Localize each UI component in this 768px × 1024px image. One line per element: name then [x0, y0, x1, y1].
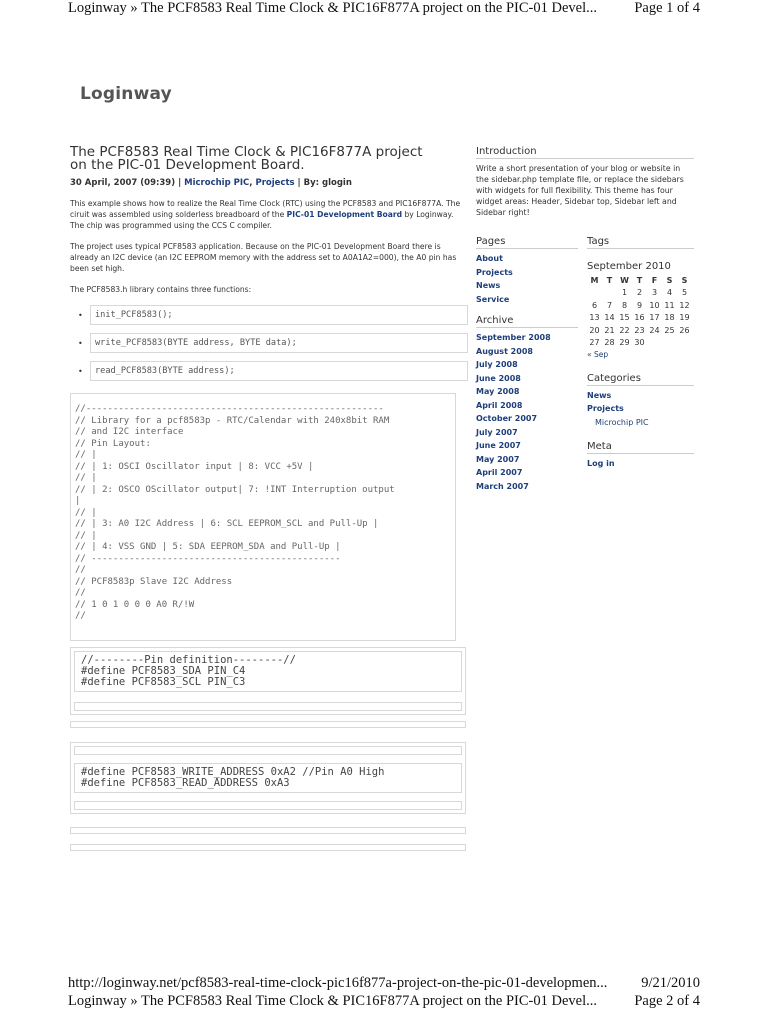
- library-paragraph: The PCF8583.h library contains three functions:: [70, 285, 252, 294]
- archive-link[interactable]: September 2008: [476, 333, 551, 342]
- function-code: write_PCF8583(BYTE address, BYTE data);: [90, 333, 468, 353]
- calendar-day: 21: [604, 325, 615, 335]
- calendar-day: 6: [591, 300, 598, 310]
- print-header: [68, 0, 700, 17]
- page-link-projects[interactable]: Projects: [476, 267, 513, 277]
- archive-link[interactable]: June 2007: [476, 441, 521, 450]
- calendar-day-header: W: [620, 276, 629, 285]
- calendar-day: 7: [606, 300, 613, 310]
- calendar-week-row: [587, 300, 692, 313]
- pin-definition-code-box: [70, 647, 466, 715]
- archive-link[interactable]: April 2008: [476, 400, 523, 410]
- calendar-week-row: [587, 312, 692, 325]
- list-item: [70, 305, 468, 325]
- intro-paragraph: [70, 198, 468, 231]
- calendar-day: 2: [636, 288, 643, 297]
- page-link-about[interactable]: About: [476, 254, 503, 263]
- calendar-day: 14: [604, 313, 615, 322]
- categories-list: [587, 389, 694, 430]
- print-header-title: Loginway » The PCF8583 Real Time Clock & PIC16F877A project on the PIC-01 Devel...: [68, 0, 597, 16]
- calendar-prev-link[interactable]: « Sep: [587, 349, 609, 359]
- calendar-day: 20: [589, 325, 600, 335]
- post-title-line1: The PCF8583 Real Time Clock & PIC16F877A project: [70, 144, 423, 160]
- calendar-day: 10: [649, 300, 660, 310]
- calendar-week-row: [587, 287, 692, 300]
- categories-heading: Categories: [587, 373, 694, 386]
- meta-heading: Meta: [587, 441, 694, 454]
- archive-link[interactable]: April 2007: [476, 468, 523, 477]
- post-date: 30 April, 2007 (09:39): [70, 178, 176, 188]
- intro-text-b: by Loginway. The chip was programmed using the CCS C compiler.: [70, 210, 454, 230]
- calendar-day: 1: [621, 288, 628, 297]
- code-divider: [70, 721, 466, 728]
- tags-heading: Tags: [587, 236, 694, 249]
- archive-link[interactable]: July 2008: [476, 360, 518, 369]
- calendar-day: 13: [589, 313, 600, 322]
- category-link-projects[interactable]: Projects: [255, 178, 295, 188]
- code-divider: [70, 844, 466, 851]
- calendar-day: 19: [679, 313, 690, 322]
- calendar-day: 17: [649, 313, 660, 322]
- post-title[interactable]: [70, 146, 468, 172]
- calendar-day: 25: [664, 325, 675, 335]
- login-link[interactable]: Log in: [587, 459, 615, 468]
- post-content: [70, 146, 468, 851]
- archive-link[interactable]: May 2008: [476, 387, 520, 396]
- category-link-projects[interactable]: Projects: [587, 404, 624, 413]
- category-link-news[interactable]: News: [587, 390, 612, 400]
- calendar-day: 24: [649, 325, 660, 335]
- bullet: •: [78, 367, 83, 376]
- address-code: #define PCF8583_WRITE_ADDRESS 0xA2 //Pin A0 High #define PCF8583_READ_ADDRESS 0xA3: [74, 763, 462, 793]
- calendar-day: [587, 287, 602, 300]
- archive-list: [476, 331, 578, 493]
- calendar-day: 30: [634, 338, 645, 347]
- page-link-service[interactable]: Service: [476, 294, 510, 304]
- calendar-header-row: [587, 275, 692, 287]
- intro-text-a: This example shows how to realize the Real Time Clock (RTC) using the PCF8583 and PIC16F877A. The ciruit was assembled using solderless breadboard of the: [70, 199, 461, 219]
- calendar-day-header: S: [666, 276, 673, 285]
- calendar-day: 4: [666, 288, 673, 297]
- calendar-day: 26: [679, 325, 690, 335]
- introduction-heading: Introduction: [476, 146, 694, 159]
- calendar-day: 8: [621, 300, 628, 310]
- function-list: [70, 305, 468, 381]
- calendar-day-header: M: [590, 276, 599, 285]
- sidebar: [476, 146, 694, 491]
- sidebar-right: [587, 236, 694, 471]
- calendar-day: 12: [679, 300, 690, 310]
- calendar-day-header: S: [681, 276, 688, 285]
- calendar-day: 29: [619, 338, 630, 347]
- calendar-day: [662, 337, 677, 350]
- calendar-day: 22: [619, 325, 630, 335]
- calendar-day: 28: [604, 338, 615, 347]
- sidebar-left: [476, 236, 578, 493]
- archive-heading: Archive: [476, 315, 578, 328]
- page-link-news[interactable]: News: [476, 281, 501, 290]
- meta-comma: ,: [249, 178, 256, 188]
- archive-link[interactable]: July 2007: [476, 427, 518, 437]
- calendar-day: [647, 337, 662, 350]
- calendar-title: September 2010: [587, 261, 671, 272]
- function-code: init_PCF8583();: [90, 305, 468, 325]
- bullet: •: [78, 311, 83, 320]
- list-item: [70, 361, 468, 381]
- calendar-day: 18: [664, 313, 675, 322]
- library-comment-code: //------------------------------------------------------- // Library for a pcf8583p - RTC/Calendar with 240x8bit RAM // and I2C interface // Pin Layout: // | // | 1: OSCI Oscillator input | 8: VCC +5V | // | // | 2: OSCO OScillator output| 7: !INT Interruption output | // | // | 3: A0 I2C Address | 6: SCL EEPROM_SCL and Pull-Up | // | // | 4: VSS GND | 5: SDA EEPROM_SDA and Pull-Up | // ---------------------------------------------- // // PCF8583p Slave I2C Address // // 1 0 1 0 0 0 A0 R/!W //: [70, 393, 456, 641]
- archive-link[interactable]: May 2007: [476, 454, 520, 464]
- calendar-body: [587, 287, 692, 350]
- print-footer-title: Loginway » The PCF8583 Real Time Clock & PIC16F877A project on the PIC-01 Devel...: [68, 993, 597, 1009]
- print-footer-title-line: [68, 993, 700, 1010]
- calendar-day: 11: [664, 300, 675, 310]
- calendar-week-row: [587, 325, 692, 338]
- code-scrollbar[interactable]: [74, 801, 462, 810]
- meta-list: [587, 457, 694, 471]
- print-header-page: Page 1 of 4: [634, 0, 700, 16]
- calendar-day-header: T: [606, 276, 613, 285]
- calendar-day: [602, 287, 617, 300]
- post-title-line2: on the PIC-01 Development Board.: [70, 157, 305, 173]
- code-scrollbar[interactable]: [74, 702, 462, 711]
- code-scrollbar[interactable]: [74, 746, 462, 755]
- pages-list: [476, 252, 578, 306]
- category-link-microchip-pic[interactable]: Microchip PIC: [184, 178, 250, 188]
- site-title[interactable]: Loginway: [80, 84, 172, 104]
- function-code: read_PCF8583(BYTE address);: [90, 361, 468, 381]
- calendar-day: 15: [619, 313, 630, 322]
- calendar-day: 16: [634, 313, 645, 322]
- print-footer-url-line: [68, 975, 700, 992]
- archive-link[interactable]: March 2007: [476, 481, 529, 491]
- introduction-text: Write a short presentation of your blog or website in the sidebar.php template file, or replace the sidebars with widgets for full flexibility. This theme has four widget areas: Header, Sidebar top, Sidebar left and Sidebar right!: [476, 164, 684, 217]
- calendar-day: 9: [636, 300, 643, 310]
- calendar-day: 5: [681, 288, 688, 297]
- print-footer-page: Page 2 of 4: [634, 993, 700, 1009]
- pin-definition-code: //--------Pin definition--------// #define PCF8583_SDA PIN_C4 #define PCF8583_SCL PIN_C3: [74, 651, 462, 692]
- print-footer-url: http://loginway.net/pcf8583-real-time-clock-pic16f877a-project-on-the-pic-01-developmen...: [68, 975, 608, 991]
- address-code-box: [70, 742, 466, 814]
- calendar-day-header: T: [636, 276, 643, 285]
- calendar-day: 23: [634, 325, 645, 335]
- calendar-day: [677, 337, 692, 350]
- calendar-day: 3: [651, 288, 658, 297]
- post-meta: [70, 178, 468, 188]
- list-item: [70, 333, 468, 353]
- code-divider: [70, 827, 466, 834]
- category-link-microchip-pic[interactable]: Microchip PIC: [595, 417, 649, 427]
- pic01-board-link[interactable]: PIC-01 Development Board: [286, 210, 403, 219]
- calendar-week-row: [587, 337, 692, 350]
- print-footer-date: 9/21/2010: [641, 975, 700, 991]
- calendar: [587, 275, 692, 350]
- application-paragraph: The project uses typical PCF8583 application. Because on the PIC-01 Development Board there is already an I2C device (an I2C EEPROM memory with the address set to A0A1A2=000), the A0 pin has been set high.: [70, 242, 457, 273]
- post-author: glogin: [321, 178, 352, 188]
- meta-separator: |: [175, 178, 185, 188]
- bullet: •: [78, 339, 83, 348]
- pages-heading: Pages: [476, 236, 578, 249]
- meta-by-label: | By:: [294, 178, 322, 188]
- archive-link[interactable]: October 2007: [476, 414, 538, 423]
- archive-link[interactable]: August 2008: [476, 346, 533, 356]
- archive-link[interactable]: June 2008: [476, 373, 521, 383]
- calendar-day: 27: [589, 338, 600, 347]
- calendar-day-header: F: [651, 276, 658, 285]
